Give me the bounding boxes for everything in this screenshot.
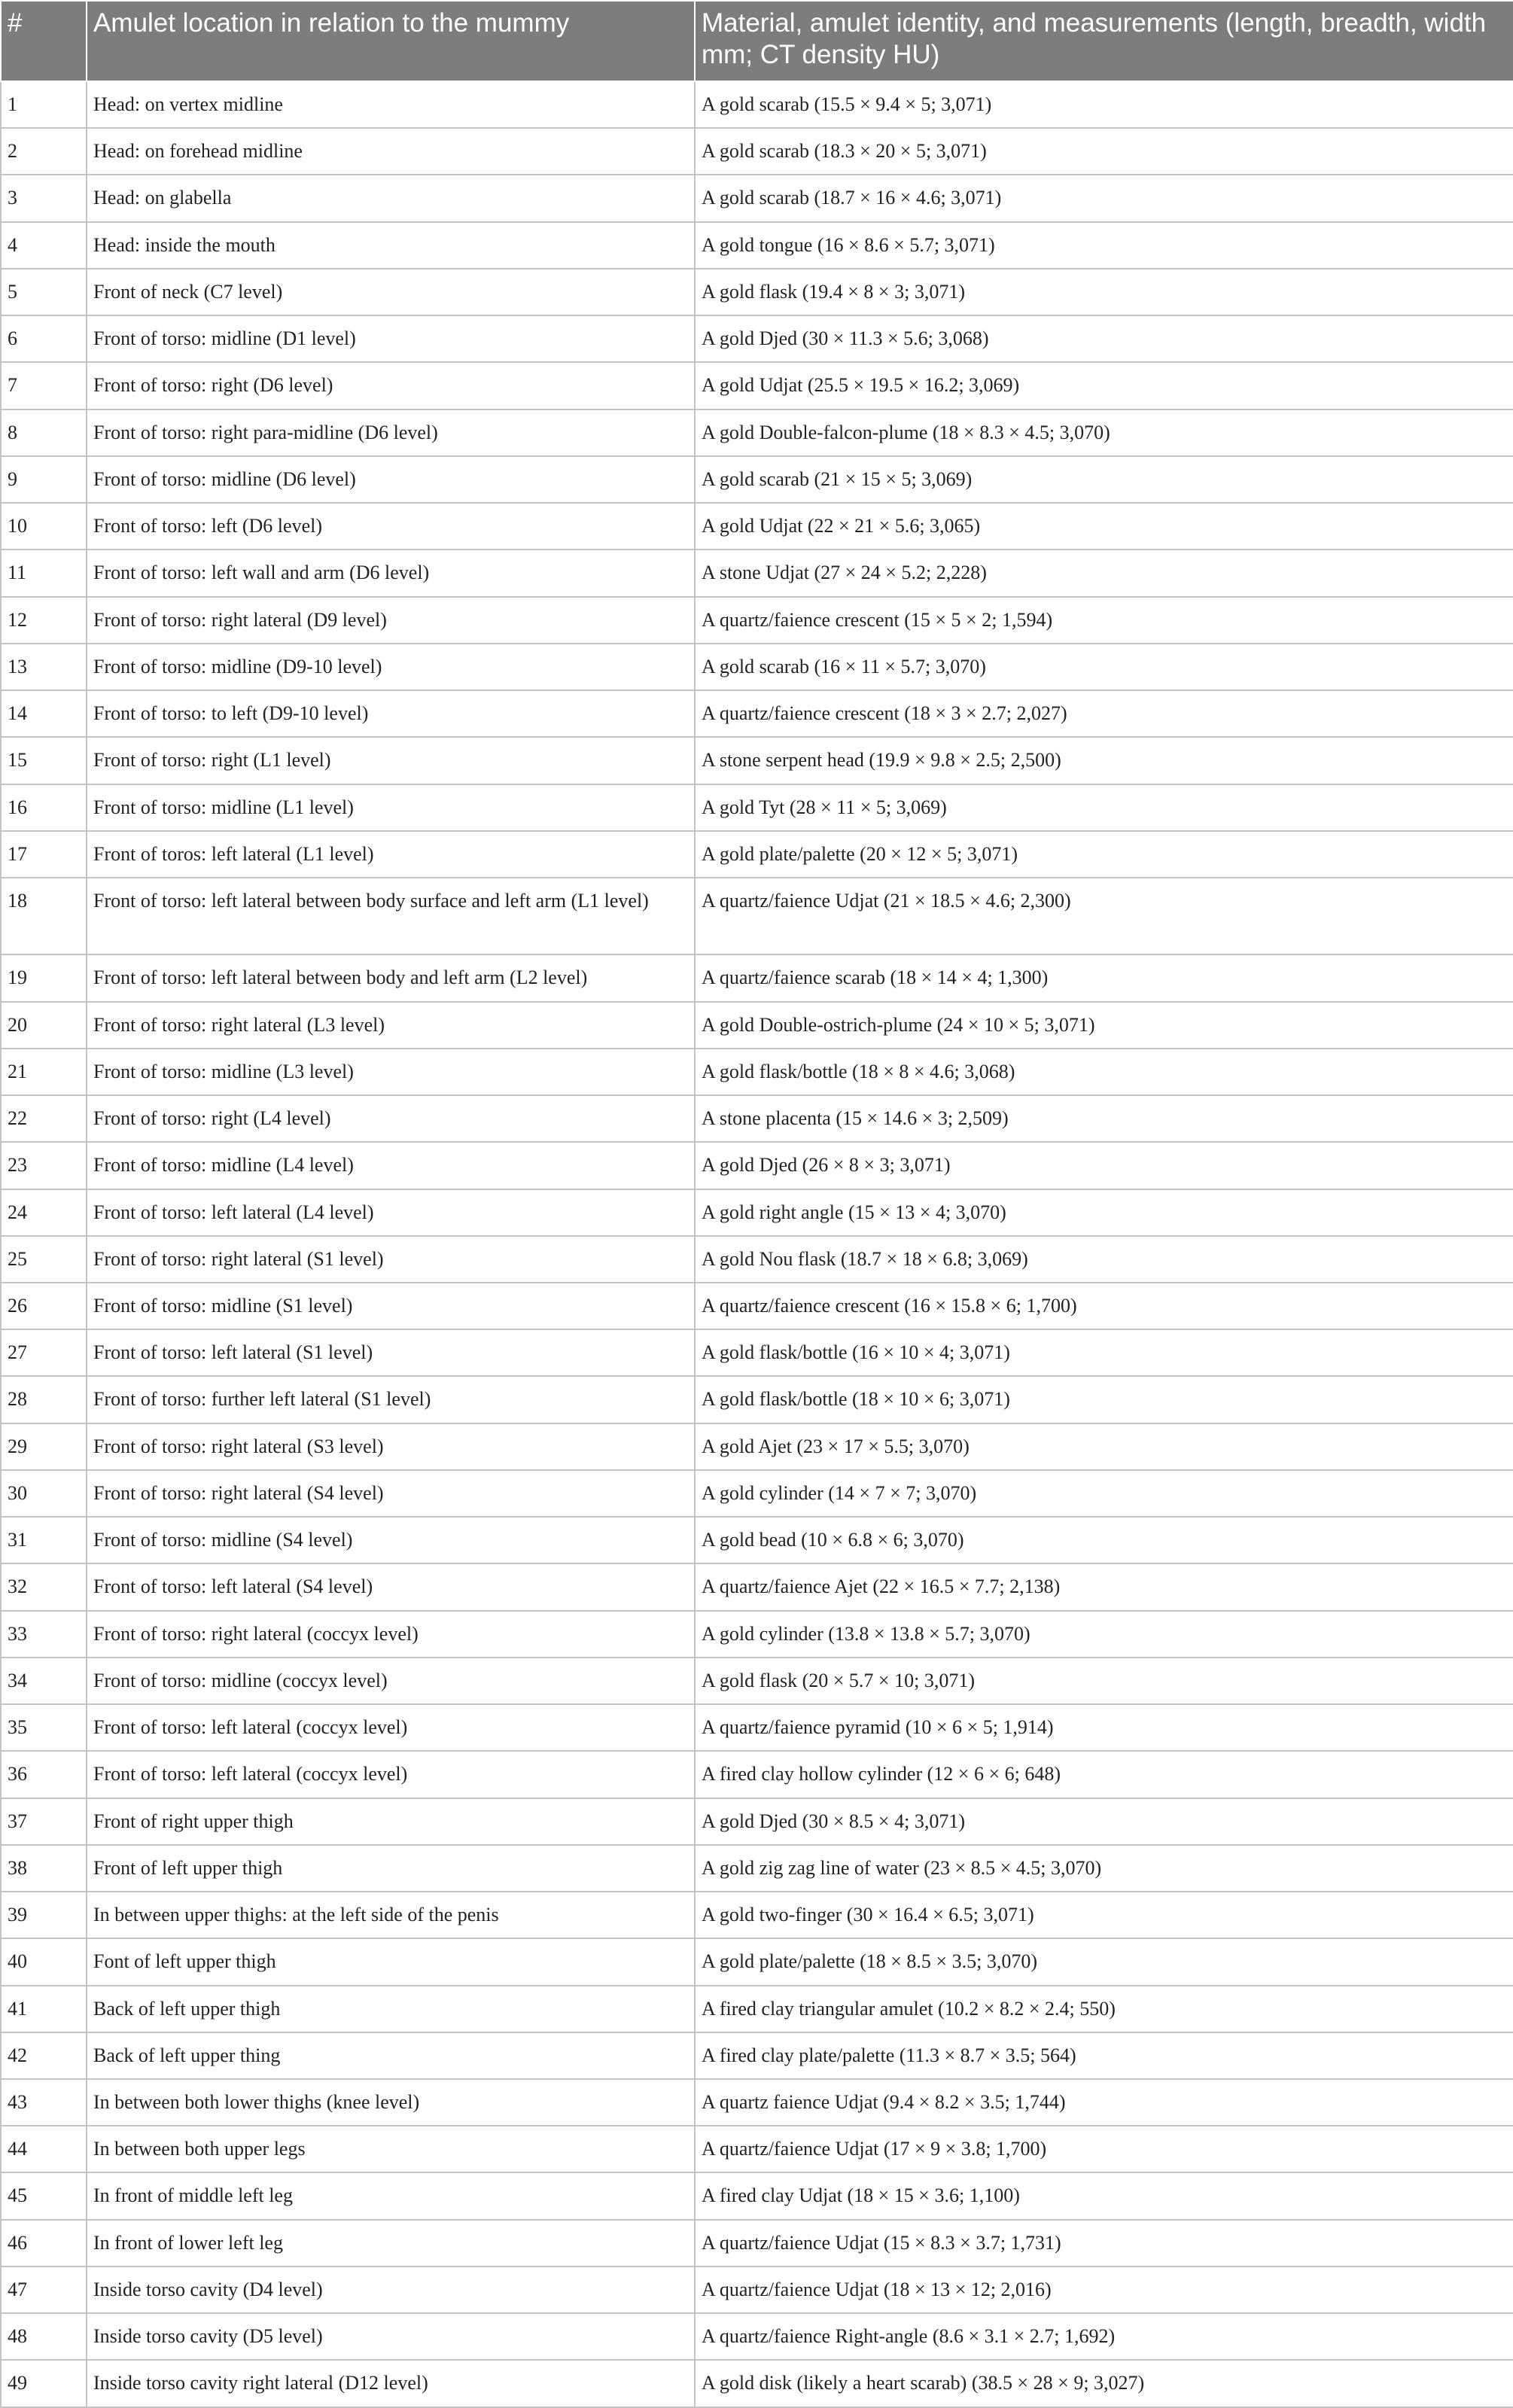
row-location: Front of torso: midline (S4 level): [87, 1517, 695, 1563]
row-number: 4: [1, 222, 87, 269]
row-location: Front of torso: left lateral (coccyx level): [87, 1704, 695, 1751]
row-location: Front of torso: right (L1 level): [87, 737, 695, 784]
row-material: A gold scarab (18.3 × 20 × 5; 3,071): [695, 128, 1513, 175]
table-row: [1, 1283, 1513, 1329]
row-number: 40: [1, 1938, 87, 1985]
table-row: [1, 690, 1513, 737]
row-location: Head: on glabella: [87, 175, 695, 221]
table-row: [1, 2220, 1513, 2266]
table-row: [1, 549, 1513, 596]
table-row: [1, 456, 1513, 503]
row-material: A quartz/faience crescent (16 × 15.8 × 6; 1,700): [695, 1283, 1513, 1329]
row-material: A gold tongue (16 × 8.6 × 5.7; 3,071): [695, 222, 1513, 269]
table-row: [1, 1517, 1513, 1563]
row-location: Inside torso cavity (D5 level): [87, 2313, 695, 2360]
row-location: Front of torso: right lateral (L3 level): [87, 1002, 695, 1049]
row-location: Front of torso: right lateral (S3 level): [87, 1423, 695, 1470]
table-row: [1, 2032, 1513, 2079]
row-material: A quartz/faience Udjat (17 × 9 × 3.8; 1,700): [695, 2126, 1513, 2172]
row-material: A gold cylinder (13.8 × 13.8 × 5.7; 3,070): [695, 1611, 1513, 1658]
row-material: A quartz faience Udjat (9.4 × 8.2 × 3.5; 1,744): [695, 2079, 1513, 2126]
row-location: Back of left upper thing: [87, 2032, 695, 2079]
row-number: 13: [1, 644, 87, 690]
row-material: A gold two-finger (30 × 16.4 × 6.5; 3,071): [695, 1892, 1513, 1938]
row-number: 36: [1, 1751, 87, 1798]
row-material: A fired clay Udjat (18 × 15 × 3.6; 1,100): [695, 2172, 1513, 2219]
row-location: Front of torso: midline (D9-10 level): [87, 644, 695, 690]
table-header: [1, 1, 1513, 81]
table-row: [1, 1938, 1513, 1985]
row-location: Front of torso: midline (L4 level): [87, 1142, 695, 1189]
row-number: 8: [1, 409, 87, 456]
row-material: A gold scarab (15.5 × 9.4 × 5; 3,071): [695, 81, 1513, 128]
table-row: [1, 1236, 1513, 1283]
row-location: In front of middle left leg: [87, 2172, 695, 2219]
row-location: Font of left upper thigh: [87, 1938, 695, 1985]
row-number: 10: [1, 503, 87, 549]
row-location: Front of torso: right lateral (S1 level): [87, 1236, 695, 1283]
table-row: [1, 81, 1513, 128]
row-number: 32: [1, 1563, 87, 1610]
row-number: 3: [1, 175, 87, 221]
row-location: Front of torso: left lateral (S4 level): [87, 1563, 695, 1610]
row-material: A quartz/faience Udjat (15 × 8.3 × 3.7; 1,731): [695, 2220, 1513, 2266]
row-number: 25: [1, 1236, 87, 1283]
row-number: 23: [1, 1142, 87, 1189]
row-location: Front of torso: further left lateral (S1 level): [87, 1376, 695, 1423]
row-number: 15: [1, 737, 87, 784]
row-number: 26: [1, 1283, 87, 1329]
row-number: 44: [1, 2126, 87, 2172]
table-row: [1, 954, 1513, 1001]
row-material: A gold scarab (21 × 15 × 5; 3,069): [695, 456, 1513, 503]
table-row: [1, 1376, 1513, 1423]
row-material: A gold Double-ostrich-plume (24 × 10 × 5; 3,071): [695, 1002, 1513, 1049]
row-number: 27: [1, 1329, 87, 1376]
row-number: 38: [1, 1845, 87, 1892]
row-location: Front of torso: left lateral between body and left arm (L2 level): [87, 954, 695, 1001]
table-row: [1, 1002, 1513, 1049]
table-row: [1, 315, 1513, 362]
row-location: Front of torso: right (L4 level): [87, 1095, 695, 1142]
row-number: 34: [1, 1658, 87, 1704]
row-location: Front of torso: midline (S1 level): [87, 1283, 695, 1329]
row-material: A fired clay plate/palette (11.3 × 8.7 × 3.5; 564): [695, 2032, 1513, 2079]
row-location: Front of torso: right para-midline (D6 level): [87, 409, 695, 456]
table-row: [1, 1798, 1513, 1845]
row-material: A gold scarab (16 × 11 × 5.7; 3,070): [695, 644, 1513, 690]
table-row: [1, 2313, 1513, 2360]
row-location: Front of torso: midline (D1 level): [87, 315, 695, 362]
table-row: [1, 128, 1513, 175]
table-row: [1, 1611, 1513, 1658]
row-number: 42: [1, 2032, 87, 2079]
row-material: A gold flask (19.4 × 8 × 3; 3,071): [695, 269, 1513, 315]
row-material: A stone Udjat (27 × 24 × 5.2; 2,228): [695, 549, 1513, 596]
row-location: Front of right upper thigh: [87, 1798, 695, 1845]
row-location: Inside torso cavity (D4 level): [87, 2266, 695, 2313]
row-location: Front of torso: to left (D9-10 level): [87, 690, 695, 737]
row-location: Head: on vertex midline: [87, 81, 695, 128]
row-number: 30: [1, 1470, 87, 1517]
table-row: [1, 1892, 1513, 1938]
row-location: Head: on forehead midline: [87, 128, 695, 175]
row-number: 41: [1, 1986, 87, 2032]
row-number: 28: [1, 1376, 87, 1423]
row-material: A gold Djed (30 × 8.5 × 4; 3,071): [695, 1798, 1513, 1845]
table-row: [1, 2266, 1513, 2313]
row-number: 11: [1, 549, 87, 596]
row-material: A quartz/faience Ajet (22 × 16.5 × 7.7; 2,138): [695, 1563, 1513, 1610]
row-location: Front of torso: left (D6 level): [87, 503, 695, 549]
row-location: Front of torso: midline (L1 level): [87, 784, 695, 831]
row-location: Front of torso: left lateral between body surface and left arm (L1 level): [87, 878, 695, 954]
row-material: A gold flask/bottle (18 × 10 × 6; 3,071): [695, 1376, 1513, 1423]
row-material: A gold flask/bottle (18 × 8 × 4.6; 3,068): [695, 1049, 1513, 1095]
row-location: Front of torso: right lateral (S4 level): [87, 1470, 695, 1517]
row-material: A gold Djed (30 × 11.3 × 5.6; 3,068): [695, 315, 1513, 362]
row-material: A gold Udjat (22 × 21 × 5.6; 3,065): [695, 503, 1513, 549]
row-number: 43: [1, 2079, 87, 2126]
row-location: Front of toros: left lateral (L1 level): [87, 831, 695, 878]
row-number: 31: [1, 1517, 87, 1563]
row-number: 5: [1, 269, 87, 315]
row-material: A quartz/faience Udjat (18 × 13 × 12; 2,016): [695, 2266, 1513, 2313]
row-material: A gold plate/palette (18 × 8.5 × 3.5; 3,070): [695, 1938, 1513, 1985]
row-material: A stone serpent head (19.9 × 9.8 × 2.5; 2,500): [695, 737, 1513, 784]
table-row: [1, 362, 1513, 409]
table-row: [1, 1470, 1513, 1517]
row-material: A gold Nou flask (18.7 × 18 × 6.8; 3,069): [695, 1236, 1513, 1283]
row-location: Front of torso: left lateral (coccyx level): [87, 1751, 695, 1798]
row-material: A gold Udjat (25.5 × 19.5 × 16.2; 3,069): [695, 362, 1513, 409]
row-number: 24: [1, 1189, 87, 1236]
row-location: Front of torso: midline (L3 level): [87, 1049, 695, 1095]
row-number: 12: [1, 597, 87, 644]
row-material: A quartz/faience pyramid (10 × 6 × 5; 1,914): [695, 1704, 1513, 1751]
row-number: 22: [1, 1095, 87, 1142]
table-row: [1, 2172, 1513, 2219]
table-row: [1, 1986, 1513, 2032]
table-row: [1, 878, 1513, 954]
row-location: Front of torso: left wall and arm (D6 level): [87, 549, 695, 596]
row-location: Front of torso: right lateral (D9 level): [87, 597, 695, 644]
header-location: Amulet location in relation to the mummy: [87, 1, 695, 81]
table-row: [1, 597, 1513, 644]
row-number: 48: [1, 2313, 87, 2360]
row-location: Back of left upper thigh: [87, 1986, 695, 2032]
row-location: Front of left upper thigh: [87, 1845, 695, 1892]
table-row: [1, 1049, 1513, 1095]
row-material: A fired clay hollow cylinder (12 × 6 × 6; 648): [695, 1751, 1513, 1798]
row-number: 39: [1, 1892, 87, 1938]
row-number: 37: [1, 1798, 87, 1845]
row-number: 18: [1, 878, 87, 954]
table-row: [1, 644, 1513, 690]
row-location: Front of torso: left lateral (S1 level): [87, 1329, 695, 1376]
row-number: 2: [1, 128, 87, 175]
row-number: 20: [1, 1002, 87, 1049]
row-number: 21: [1, 1049, 87, 1095]
table-row: [1, 2360, 1513, 2407]
row-material: A gold bead (10 × 6.8 × 6; 3,070): [695, 1517, 1513, 1563]
row-number: 35: [1, 1704, 87, 1751]
row-number: 33: [1, 1611, 87, 1658]
row-location: Front of torso: midline (coccyx level): [87, 1658, 695, 1704]
table-row: [1, 409, 1513, 456]
row-location: Front of torso: right (D6 level): [87, 362, 695, 409]
row-material: A stone placenta (15 × 14.6 × 3; 2,509): [695, 1095, 1513, 1142]
table-row: [1, 175, 1513, 221]
row-number: 1: [1, 81, 87, 128]
row-location: Front of torso: left lateral (L4 level): [87, 1189, 695, 1236]
table-row: [1, 1095, 1513, 1142]
row-number: 46: [1, 2220, 87, 2266]
table-row: [1, 1423, 1513, 1470]
table-row: [1, 1658, 1513, 1704]
table-row: [1, 1329, 1513, 1376]
row-material: A gold Double-falcon-plume (18 × 8.3 × 4.5; 3,070): [695, 409, 1513, 456]
row-material: A gold flask/bottle (16 × 10 × 4; 3,071): [695, 1329, 1513, 1376]
row-number: 45: [1, 2172, 87, 2219]
row-material: A gold right angle (15 × 13 × 4; 3,070): [695, 1189, 1513, 1236]
row-material: A gold disk (likely a heart scarab) (38.5 × 28 × 9; 3,027): [695, 2360, 1513, 2407]
row-number: 47: [1, 2266, 87, 2313]
row-material: A gold Tyt (28 × 11 × 5; 3,069): [695, 784, 1513, 831]
table-row: [1, 503, 1513, 549]
row-material: A gold zig zag line of water (23 × 8.5 × 4.5; 3,070): [695, 1845, 1513, 1892]
row-number: 16: [1, 784, 87, 831]
row-material: A gold flask (20 × 5.7 × 10; 3,071): [695, 1658, 1513, 1704]
table-row: [1, 737, 1513, 784]
row-material: A fired clay triangular amulet (10.2 × 8.2 × 2.4; 550): [695, 1986, 1513, 2032]
header-number: #: [1, 1, 87, 81]
table-row: [1, 1563, 1513, 1610]
row-number: 14: [1, 690, 87, 737]
table-body: [1, 81, 1513, 2407]
row-material: A gold cylinder (14 × 7 × 7; 3,070): [695, 1470, 1513, 1517]
row-location: Front of torso: midline (D6 level): [87, 456, 695, 503]
table-row: [1, 1751, 1513, 1798]
table-row: [1, 1142, 1513, 1189]
row-location: Head: inside the mouth: [87, 222, 695, 269]
row-material: A gold scarab (18.7 × 16 × 4.6; 3,071): [695, 175, 1513, 221]
table-row: [1, 2079, 1513, 2126]
row-number: 19: [1, 954, 87, 1001]
row-material: A quartz/faience crescent (18 × 3 × 2.7; 2,027): [695, 690, 1513, 737]
table-row: [1, 2126, 1513, 2172]
row-number: 7: [1, 362, 87, 409]
table-row: [1, 1189, 1513, 1236]
table-row: [1, 831, 1513, 878]
row-location: In front of lower left leg: [87, 2220, 695, 2266]
row-material: A quartz/faience Udjat (21 × 18.5 × 4.6; 2,300): [695, 878, 1513, 954]
row-location: In between both lower thighs (knee level): [87, 2079, 695, 2126]
row-location: In between upper thighs: at the left side of the penis: [87, 1892, 695, 1938]
table-row: [1, 1704, 1513, 1751]
row-location: Front of torso: right lateral (coccyx level): [87, 1611, 695, 1658]
row-material: A quartz/faience crescent (15 × 5 × 2; 1,594): [695, 597, 1513, 644]
table-row: [1, 784, 1513, 831]
row-material: A gold Ajet (23 × 17 × 5.5; 3,070): [695, 1423, 1513, 1470]
table-row: [1, 269, 1513, 315]
row-number: 6: [1, 315, 87, 362]
row-material: A gold Djed (26 × 8 × 3; 3,071): [695, 1142, 1513, 1189]
row-location: Inside torso cavity right lateral (D12 level): [87, 2360, 695, 2407]
row-material: A quartz/faience Right-angle (8.6 × 3.1 × 2.7; 1,692): [695, 2313, 1513, 2360]
table-row: [1, 1845, 1513, 1892]
row-number: 49: [1, 2360, 87, 2407]
row-location: In between both upper legs: [87, 2126, 695, 2172]
header-material: Material, amulet identity, and measurements (length, breadth, width mm; CT density HU): [695, 1, 1513, 81]
row-number: 29: [1, 1423, 87, 1470]
table-row: [1, 222, 1513, 269]
row-number: 17: [1, 831, 87, 878]
row-material: A gold plate/palette (20 × 12 × 5; 3,071): [695, 831, 1513, 878]
row-number: 9: [1, 456, 87, 503]
row-location: Front of neck (C7 level): [87, 269, 695, 315]
row-material: A quartz/faience scarab (18 × 14 × 4; 1,300): [695, 954, 1513, 1001]
header-row: [1, 1, 1513, 81]
